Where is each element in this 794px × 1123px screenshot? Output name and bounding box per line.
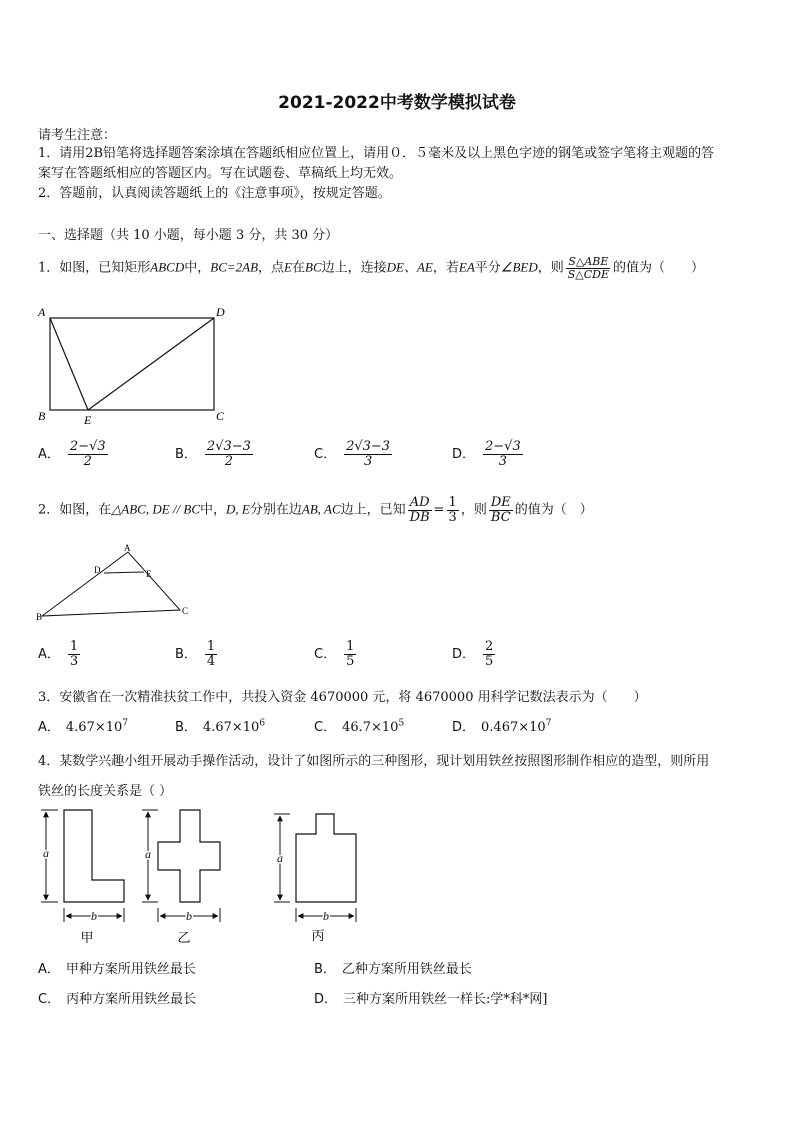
q3-option-d[interactable]: D． $0.467\times 10^7$ <box>452 718 552 735</box>
q2-option-d[interactable]: D． $\frac{2}{5}$ <box>452 639 494 669</box>
q2-option-a[interactable]: A． $\frac{1}{3}$ <box>38 639 79 669</box>
q4-option-c[interactable]: C． 丙种方案所用铁丝最长 <box>38 992 197 1007</box>
q1-option-d[interactable]: D． $\frac{2-√3}{3}$ <box>452 439 521 469</box>
figure-caption-bing: 丙 <box>311 928 325 943</box>
three-figures <box>34 804 374 946</box>
q4-option-a[interactable]: A． 甲种方案所用铁丝最长 <box>38 962 196 977</box>
label-a: A <box>124 543 131 553</box>
q1-option-a[interactable]: A． $\frac{2-√3}{2}$ <box>38 439 106 469</box>
notice-heading: 请考生注意： <box>38 128 117 143</box>
q1-option-b[interactable]: B． $\frac{2√3-3}{2}$ <box>175 439 251 469</box>
q3-option-c[interactable]: C． $46.7\times 10^5$ <box>314 718 405 735</box>
figure-jia <box>41 810 124 945</box>
triangle-figure <box>34 542 194 622</box>
label-a: a <box>145 847 151 861</box>
q2-option-c[interactable]: C． $\frac{1}{5}$ <box>314 639 355 669</box>
q3-option-a[interactable]: A． $4.67\times 10^7$ <box>38 718 129 735</box>
q3-option-b[interactable]: B． $4.67\times 10^6$ <box>175 718 266 735</box>
label-b: b <box>91 909 97 923</box>
label-a: A <box>38 305 46 319</box>
question-2-stem: 2．如图，在△ABC, DE // BC中，D, E分别在边AB, AC边上，已知 $\frac{AD}{DB}$ = $\frac{1}{3}$ ，则 $\frac{DE}{BC}$ 的值为（ ） <box>38 495 593 525</box>
figure-bing <box>274 814 356 943</box>
question-4-stem-line-2: 铁丝的长度关系是（ ） <box>38 784 173 799</box>
rectangle-figure <box>34 302 234 428</box>
area-ratio-fraction: $\frac{\text{S△ABE}}{\text{S△CDE}}$ <box>567 255 610 281</box>
figure-caption-jia: 甲 <box>80 930 94 945</box>
figure-caption-yi: 乙 <box>177 930 191 945</box>
notice-line-2: 案写在答题纸相应的答题区内。写在试题卷、草稿纸上均无效。 <box>38 166 403 181</box>
label-c: C <box>182 606 189 616</box>
label-b: b <box>323 909 329 923</box>
label-d: D <box>216 305 225 319</box>
page-title: 2021-2022中考数学模拟试卷 <box>278 93 516 113</box>
q4-option-b[interactable]: B． 乙种方案所用铁丝最长 <box>314 962 472 977</box>
label-a: a <box>277 851 283 865</box>
question-1-stem: 1．如图，已知矩形ABCD中，BC=2AB，点E在BC边上，连接DE、AE，若EA平分∠BED，则 $\frac{\text{S△ABE}}{\text{S△CDE}}$ 的值为（ ） <box>38 255 705 281</box>
label-b: B <box>38 409 46 423</box>
figure-yi <box>142 810 220 945</box>
label-b: B <box>36 612 43 622</box>
label-b: b <box>186 909 192 923</box>
label-c: C <box>216 409 225 423</box>
label-e: E <box>84 413 92 427</box>
q2-option-b[interactable]: B． $\frac{1}{4}$ <box>175 639 216 669</box>
label-d: D <box>94 565 101 575</box>
notice-line-1: 1．请用2B铅笔将选择题答案涂填在答题纸相应位置上，请用０．５毫米及以上黑色字迹的钢笔或签字笔将主观题的答 <box>38 146 715 161</box>
label-a: a <box>43 846 49 860</box>
question-3-stem: 3．安徽省在一次精准扶贫工作中，共投入资金 4670000 元，将 4670000 用科学记数法表示为（ ） <box>38 690 647 705</box>
label-e: E <box>146 569 152 579</box>
question-4-stem-line-1: 4．某数学兴趣小组开展动手操作活动，设计了如图所示的三种图形，现计划用铁丝按照图形制作相应的造型，则所用 <box>38 754 710 769</box>
section-heading: 一、选择题（共 10 小题，每小题 3 分，共 30 分） <box>38 228 339 243</box>
q4-option-d[interactable]: D． 三种方案所用铁丝一样长:学*科*网] <box>314 992 548 1007</box>
notice-line-3: 2．答题前，认真阅读答题纸上的《注意事项》，按规定答题。 <box>38 186 391 201</box>
q1-option-c[interactable]: C． $\frac{2√3-3}{3}$ <box>314 439 391 469</box>
